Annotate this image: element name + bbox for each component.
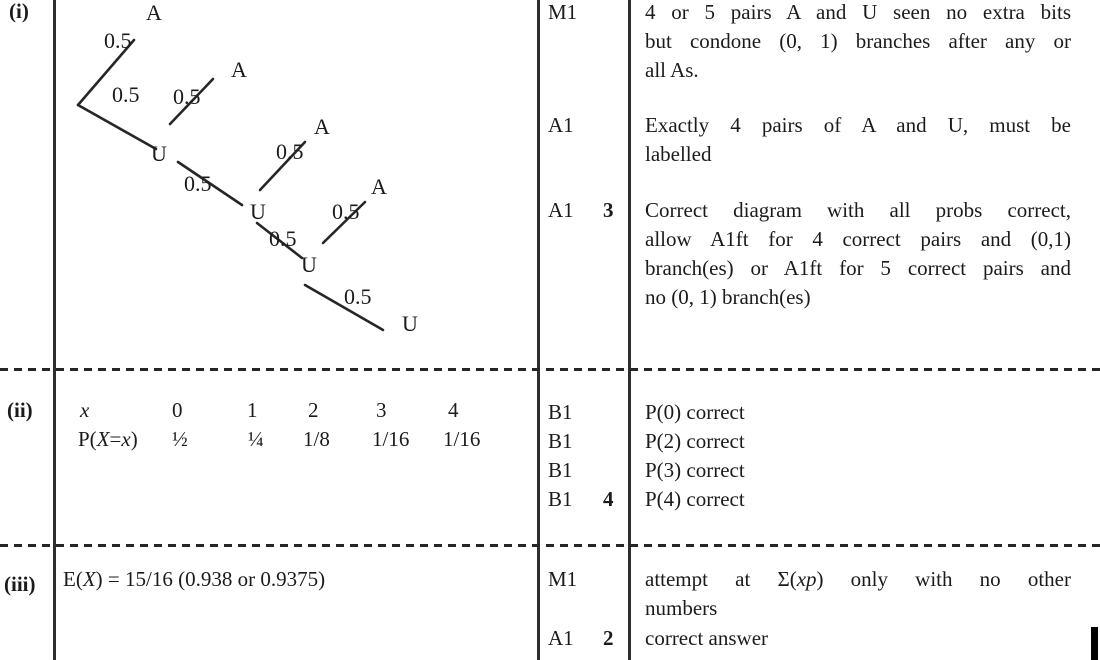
part-label-i: (i) xyxy=(9,0,29,23)
comment-seg: ) only with no other xyxy=(816,567,1071,591)
table-x-value-3: 3 xyxy=(376,398,387,422)
mark-ii-b1-1: B1 xyxy=(548,400,573,424)
tree-prob-a1: 0.5 xyxy=(104,28,132,53)
table-x-value-2: 2 xyxy=(308,398,319,422)
tree-prob-a3: 0.5 xyxy=(276,139,304,164)
comment-ii-1: P(0) correct xyxy=(645,400,745,424)
tree-diagram xyxy=(0,0,470,360)
comment-line xyxy=(645,565,1071,594)
tree-node-a4: A xyxy=(371,174,387,199)
comment-line: but condone (0, 1) branches after any or xyxy=(645,29,1071,53)
comment-ii-4: P(4) correct xyxy=(645,487,745,511)
mark-ii-b1-3: B1 xyxy=(548,458,573,482)
tree-node-u4: U xyxy=(402,311,418,336)
tree-prob-a2: 0.5 xyxy=(173,84,201,109)
tree-node-u3: U xyxy=(301,252,317,277)
table-x-value-4: 4 xyxy=(448,398,459,422)
answer-pre: E( xyxy=(63,567,83,591)
divider-comments-column xyxy=(628,0,631,660)
tree-prob-u1: 0.5 xyxy=(112,82,140,107)
mark-iii-m1: M1 xyxy=(548,567,578,591)
total-marks-i: 3 xyxy=(603,198,614,222)
divider-marks-column xyxy=(537,0,540,660)
table-p-value-4: 1/16 xyxy=(443,427,481,451)
comment-line: 4 or 5 pairs A and U seen no extra bits xyxy=(645,0,1071,24)
table-header-p xyxy=(78,425,138,454)
p-header-eq: = xyxy=(109,427,122,451)
comment-seg-italic: xp xyxy=(796,567,817,591)
p-header-x: x xyxy=(121,427,131,451)
mark-i-a1-second: A1 xyxy=(548,198,574,222)
comment-line: Correct diagram with all probs correct, xyxy=(645,198,1071,222)
table-p-value-2: 1/8 xyxy=(303,427,330,451)
table-x-value-1: 1 xyxy=(247,398,258,422)
tree-node-a1: A xyxy=(146,0,162,25)
part-label-ii: (ii) xyxy=(7,398,33,422)
tree-node-u1: U xyxy=(151,141,167,166)
comment-line: no (0, 1) branch(es) xyxy=(645,285,811,309)
mark-i-a1: A1 xyxy=(548,113,574,137)
comment-i-m1 xyxy=(645,0,1071,85)
table-p-value-3: 1/16 xyxy=(372,427,410,451)
tree-node-u2: U xyxy=(250,199,266,224)
mark-iii-a1: A1 xyxy=(548,626,574,650)
comment-iii-a1: correct answer xyxy=(645,626,769,650)
part-label-iii: (iii) xyxy=(4,572,36,596)
table-x-value-0: 0 xyxy=(172,398,183,422)
comment-seg: attempt at Σ( xyxy=(645,567,797,591)
table-p-value-0: ½ xyxy=(172,427,188,451)
comment-i-a1-second xyxy=(645,196,1071,312)
table-header-x: x xyxy=(80,398,90,422)
answer-post: ) = 15/16 (0.938 or 0.9375) xyxy=(95,567,326,591)
comment-line: numbers xyxy=(645,596,718,620)
comment-ii-3: P(3) correct xyxy=(645,458,745,482)
dashed-separator-2 xyxy=(0,544,1100,547)
tree-node-a2: A xyxy=(231,57,247,82)
comment-iii-m1 xyxy=(645,565,1071,623)
mark-i-m1: M1 xyxy=(548,0,578,24)
total-marks-iii: 2 xyxy=(603,626,614,650)
comment-i-a1 xyxy=(645,111,1071,169)
branch-root-u1 xyxy=(78,105,156,149)
comment-line: branch(es) or A1ft for 5 correct pairs and xyxy=(645,256,1071,280)
comment-line: all As. xyxy=(645,58,699,82)
comment-line: labelled xyxy=(645,142,712,166)
tree-prob-u4: 0.5 xyxy=(344,284,372,309)
p-header-pre: P( xyxy=(78,427,97,451)
mark-ii-b1-4: B1 xyxy=(548,487,573,511)
comment-line: Exactly 4 pairs of A and U, must be xyxy=(645,113,1071,137)
tree-node-a3: A xyxy=(314,114,330,139)
mark-ii-b1-2: B1 xyxy=(548,429,573,453)
comment-line: allow A1ft for 4 correct pairs and (0,1) xyxy=(645,227,1071,251)
tree-prob-u3: 0.5 xyxy=(269,226,297,251)
tree-prob-u2: 0.5 xyxy=(184,171,212,196)
answer-expectation xyxy=(63,565,325,594)
comment-ii-2: P(2) correct xyxy=(645,429,745,453)
tree-prob-a4: 0.5 xyxy=(332,199,360,224)
dashed-separator-1 xyxy=(0,368,1100,371)
answer-X: X xyxy=(82,567,96,591)
table-p-value-1: ¼ xyxy=(248,427,264,451)
p-header-post: ) xyxy=(130,427,138,451)
total-marks-ii: 4 xyxy=(603,487,614,511)
p-header-X: X xyxy=(96,427,110,451)
text-cursor-bar xyxy=(1091,627,1098,660)
